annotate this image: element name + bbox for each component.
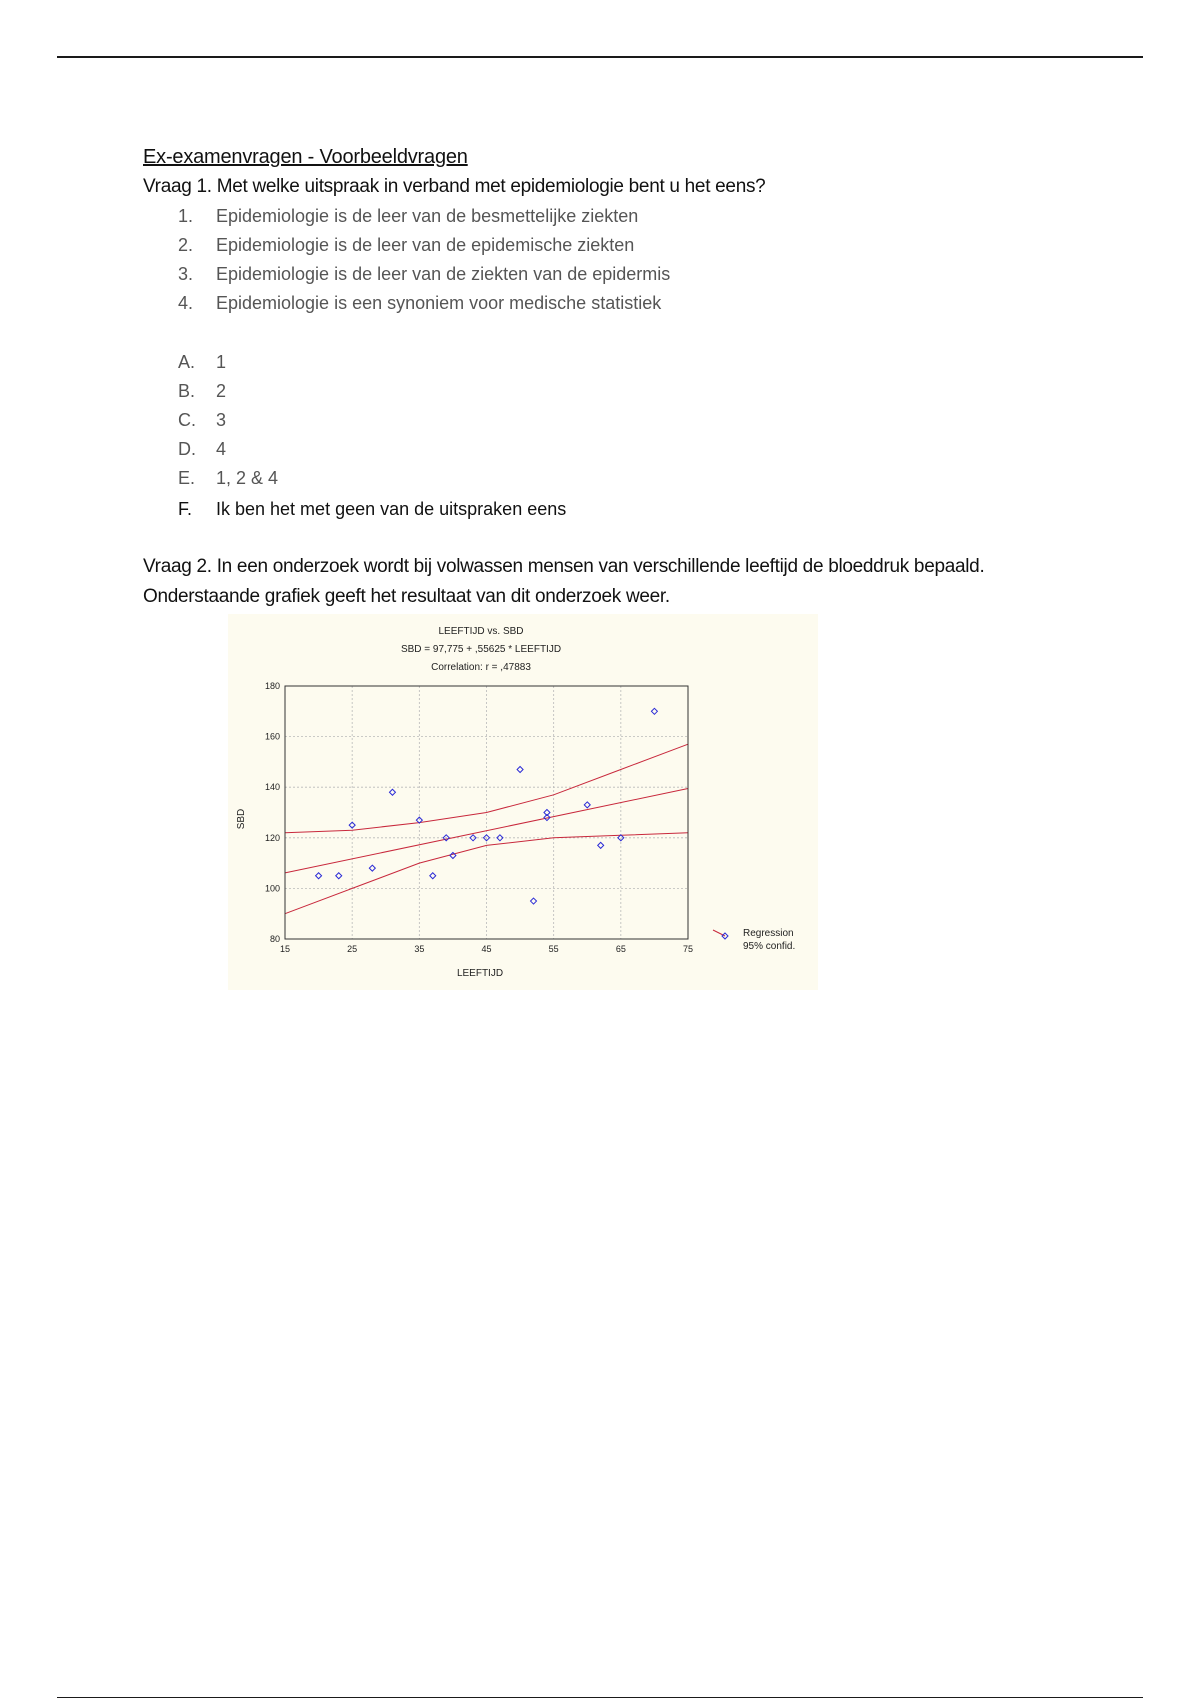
answer-letter: F. xyxy=(178,499,193,519)
data-point xyxy=(389,789,395,795)
x-tick-label: 55 xyxy=(548,944,559,954)
statement-number: 3. xyxy=(178,264,194,284)
answer-letter: E. xyxy=(178,468,196,488)
answer-text: 2 xyxy=(216,381,227,401)
chart-svg xyxy=(228,614,818,990)
data-point xyxy=(584,802,590,808)
data-point xyxy=(336,873,342,879)
x-tick-label: 45 xyxy=(481,944,492,954)
statement-number: 4. xyxy=(178,293,194,313)
data-point xyxy=(598,842,604,848)
chart-regression-equation: SBD = 97,775 + ,55625 * LEEFTIJD xyxy=(400,644,562,655)
answer-text: 1 xyxy=(216,352,227,372)
y-axis-label: SBD xyxy=(236,808,247,830)
answer-text: 4 xyxy=(216,439,227,459)
legend-regression: Regression xyxy=(743,928,794,939)
page-title: Ex-examenvragen - Voorbeeldvragen xyxy=(143,146,468,168)
data-point xyxy=(316,873,322,879)
answer-letter: D. xyxy=(178,439,196,459)
answer-text: Ik ben het met geen van de uitspraken eens xyxy=(216,499,567,519)
y-tick-label: 120 xyxy=(264,832,280,843)
confidence-lower-line xyxy=(285,833,688,914)
y-tick-label: 100 xyxy=(264,883,280,894)
question-2-text-line2: Onderstaande grafiek geeft het resultaat van dit onderzoek weer. xyxy=(143,586,670,607)
x-tick-label: 65 xyxy=(615,944,626,954)
legend-confidence: 95% confid. xyxy=(743,941,796,952)
statement-number: 1. xyxy=(178,206,194,226)
statement-text: Epidemiologie is de leer van de epidemische ziekten xyxy=(216,235,635,255)
answer-letter: C. xyxy=(178,410,196,430)
answer-letter: A. xyxy=(178,352,196,372)
data-point xyxy=(517,766,523,772)
x-tick-label: 15 xyxy=(279,944,291,954)
y-tick-label: 140 xyxy=(264,782,280,793)
x-axis-label: LEEFTIJD xyxy=(456,968,504,979)
data-point xyxy=(531,898,537,904)
answer-text: 1, 2 & 4 xyxy=(216,468,279,488)
question-1-text: Vraag 1. Met welke uitspraak in verband met epidemiologie bent u het eens? xyxy=(143,176,766,197)
y-tick-label: 80 xyxy=(269,934,280,944)
data-point xyxy=(369,865,375,871)
x-tick-label: 75 xyxy=(682,944,694,954)
data-point xyxy=(430,873,436,879)
x-tick-label: 25 xyxy=(347,944,358,954)
scatter-chart xyxy=(228,614,818,990)
statement-text: Epidemiologie is de leer van de ziekten van de epidermis xyxy=(216,264,671,284)
statement-text: Epidemiologie is een synoniem voor medische statistiek xyxy=(216,293,662,313)
question-2-text: Vraag 2. In een onderzoek wordt bij volwassen mensen van verschillende leeftijd de bloeddruk bepaald. xyxy=(143,556,985,577)
x-tick-label: 35 xyxy=(414,944,425,954)
chart-correlation: Correlation: r = ,47883 xyxy=(431,662,531,673)
chart-legend xyxy=(713,928,795,952)
chart-title: LEEFTIJD vs. SBD xyxy=(438,626,524,637)
answer-text: 3 xyxy=(216,410,227,430)
axis-ticks xyxy=(265,681,693,954)
data-point xyxy=(651,708,657,714)
statement-number: 2. xyxy=(178,235,194,255)
statement-text: Epidemiologie is de leer van de besmettelijke ziekten xyxy=(216,206,639,226)
y-tick-label: 160 xyxy=(264,731,280,742)
y-tick-label: 180 xyxy=(264,681,280,691)
footer-rule xyxy=(57,1697,1143,1698)
answer-letter: B. xyxy=(178,381,196,401)
header-rule xyxy=(57,56,1143,58)
